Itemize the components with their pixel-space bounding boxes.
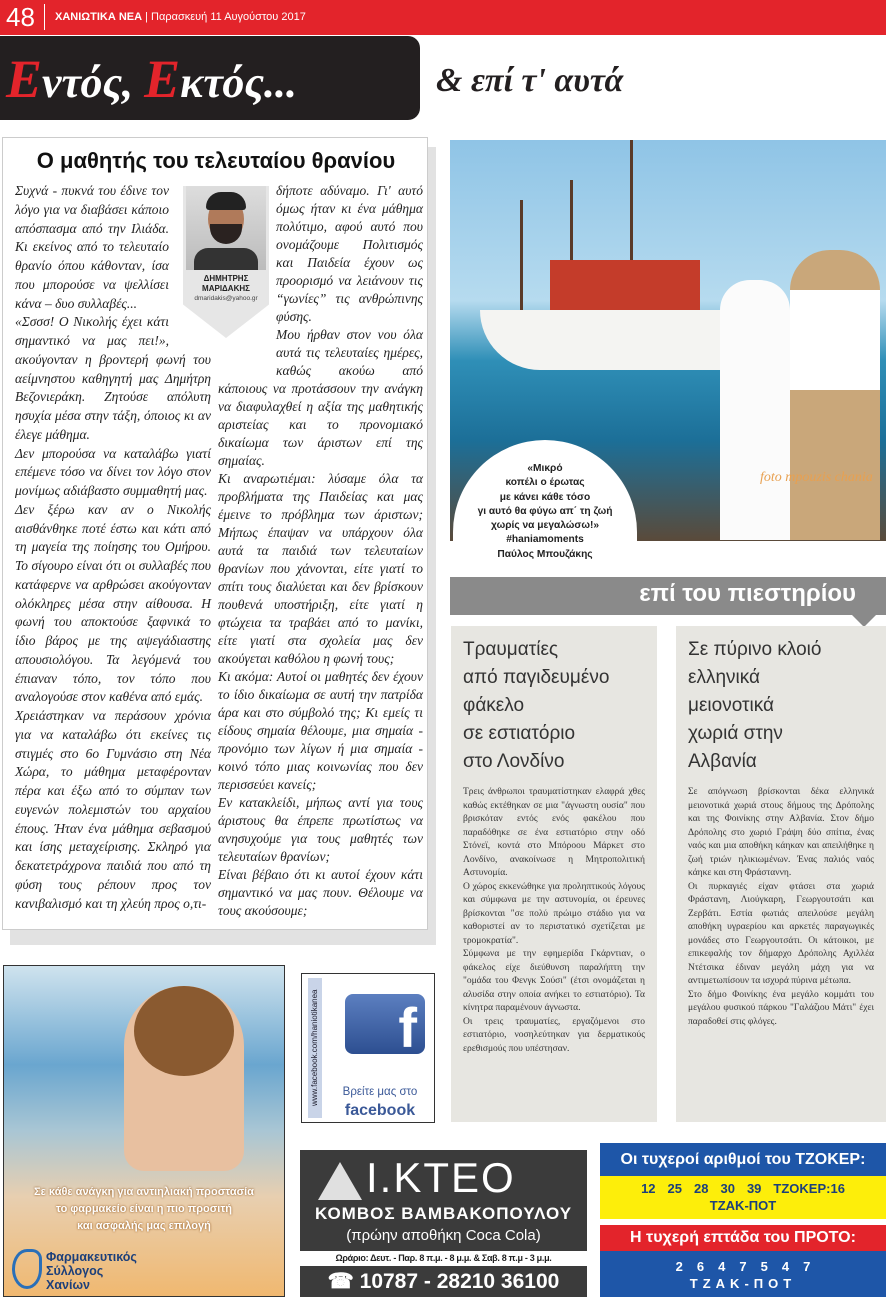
headline-line: Αλβανία [688, 751, 757, 772]
org-line: Χανίων [46, 1278, 90, 1292]
lottery-number: 4 [718, 1259, 726, 1274]
caption-line: γι αυτό θα φύγω απ΄ τη ζωή [477, 505, 613, 517]
article-paragraph: Δεν ξέρω καν αν ο Νικολής αισθάνθηκε ποτέ έστω και κάτι από τη μαγεία της ποίησης του Ομήρου. Το σίγουρο είναι ότι οι συλλαβές που κατάφερνε να αρθρώσει ακούγονταν ολόκληρες μέσα στην αίθουσα. Η φωνή του αποκτούσε ξαφνικά το ίδιο βάρος με της αψεγάδιαστης απουσιολόγου. Τα λεγόμενά του έπιαναν τόπο, τον τόπο που αναλογούσε στον καθένα από εμάς. [15, 501, 211, 705]
headline-line: μειονοτικά [688, 695, 774, 716]
lottery-number: 25 [667, 1181, 682, 1196]
paper-name: ΧΑΝΙΩΤΙΚΑ ΝΕΑ [55, 11, 143, 23]
article-paragraph: Δεν μπορούσα να καταλάβω γιατί επέμενε τόσο να δίνει τον λόγο στον μονίμως αδιάβαστο συμμαθητή μας. [15, 445, 211, 498]
lottery-number: 5 [760, 1259, 768, 1274]
tzoker-results [600, 1143, 886, 1219]
article-paragraph: «Σσσσ! Ο Νικολής έχει κάτι σημαντικό να μας πει!», ακούγονταν η βροντερή φωνή του αείμνηστου καθηγητή μας Δημήτρη Βεζονιεράκη. Ζητούσε απόλυτη ησυχία μέσα στην τάξη, όποιος κι αν έλεγε μάθημα. [15, 314, 211, 442]
section-title [6, 48, 297, 110]
headline-line: ελληνικά [688, 667, 761, 688]
news-headline [463, 636, 645, 776]
kteo-phone: ☎ 10787 - 28210 36100 [327, 1270, 560, 1293]
caption-line: Παύλος Μπουζάκης [497, 548, 593, 560]
headline-line: Σε πύρινο κλοιό [688, 639, 822, 660]
facebook-icon: f [345, 994, 425, 1054]
section-word: κτός... [180, 58, 297, 107]
page-header-bar [0, 0, 886, 35]
news-paragraph: Στο δήμο Φοινίκης ένα μεγάλο κομμάτι του μεγάλου φυσικού πάρκου "Γαλάζιου Μάτι" έχει παραδοθεί στις φλόγες. [688, 989, 874, 1027]
news-item [676, 626, 886, 1122]
press-banner-title: επί του πιεστηρίου [639, 580, 856, 607]
news-paragraph: Σύμφωνα με την εφημερίδα Γκάρντιαν, ο φάκελος είχε διεύθυνση παραλήπτη την "ομάδα του Φενγκ Σούσι" (έτσι ονομάζεται η αλυσίδα στην οποία ανήκει το εστιατόριο). Τα κίνητρα παραμένουν άγνωστα. [463, 949, 645, 1013]
kteo-hours: Ωράριο: Δευτ. - Παρ. 8 π.μ. - 8 μ.μ. & Σαβ. 8 π.μ - 3 μ.μ. [300, 1251, 587, 1266]
lottery-number: 39 [746, 1181, 762, 1196]
news-headline [688, 636, 874, 776]
org-line: Σύλλογος [46, 1264, 104, 1278]
org-line: Φαρμακευτικός [46, 1250, 137, 1264]
caption-line: «Μικρό [527, 463, 563, 474]
slogan-line: το φαρμακείο είναι η πιο προσιτή [56, 1203, 232, 1215]
facebook-url[interactable]: www.facebook.com/haniotikanea [308, 978, 322, 1118]
tzoker-jackpot: ΤΖΑΚ-ΠΟΤ [709, 1198, 777, 1213]
tzoker-body [600, 1176, 886, 1219]
news-body [463, 786, 645, 1056]
headline-line: χωριά στην [688, 723, 783, 744]
pharmacy-slogan [4, 1184, 284, 1235]
proto-numbers [600, 1258, 886, 1275]
lottery-number: 12 [641, 1181, 656, 1196]
headline-line: Τραυματίες [463, 639, 559, 660]
slogan-line: Σε κάθε ανάγκη για αντιηλιακή προστασία [34, 1186, 254, 1198]
author-email: dmaridakis@yahoo.gr [194, 295, 258, 302]
facebook-wordmark: facebook [344, 1102, 416, 1119]
article-paragraph: Κι ακόμα: Αυτοί οι μαθητές δεν έχουν το ίδιο δικαίωμα σε αυτή την πατρίδα άρα και στο σύμβολό της; Κι εμείς τι είδους σημαία θέλουμε, μια σημαία - προνόμιο των λίγων ή μια σημαία - κοινό τόπο μιας κοινωνίας που δεν περισσεύει κανείς; [218, 669, 423, 792]
proto-jackpot: ΤΖΑΚ-ΠΟΤ [689, 1276, 797, 1291]
headline-line: στο Λονδίνο [463, 751, 565, 772]
warning-triangle-icon [318, 1162, 362, 1200]
section-initial: Ε [144, 49, 181, 109]
kteo-previous-location: (πρώην αποθήκη Coca Cola) [346, 1227, 541, 1244]
proto-title: Η τυχερή επτάδα του ΠΡΟΤΟ: [600, 1225, 886, 1251]
news-paragraph: Οι τρεις τραυματίες, εργαζόμενοι στο εστιατόριο, νοσηλεύτηκαν για δερματικούς ερεθισμούς που υπέστησαν. [463, 1016, 645, 1054]
page-number: 48 [6, 2, 35, 32]
kteo-ad[interactable] [300, 1150, 587, 1297]
news-body [688, 786, 874, 1029]
caption-line: #haniamoments [506, 534, 584, 546]
article-paragraph: Κι αναρωτιέμαι: λύσαμε όλα τα προβλήματα της Παιδείας και μας έμεινε το πρόβλημα των άριστων; Μήπως έπαψαν να υπάρχουν όλα αυτά τα παιδιά των τελευταίων θρανίων που χάνονται, είτε γιατί το σπίτι τους διαλύεται και δεν βρίσκουν πουθενά υποστήριξη, είτε γιατί η φτώχεια τα τραβάει από το μανίκι, είτε γιατί στα σχολεία μας δεν ακούγεται καθόλου η φωνή τους; [218, 471, 423, 666]
paper-masthead [55, 11, 306, 23]
lottery-number: 28 [694, 1181, 709, 1196]
facebook-ad[interactable] [301, 973, 435, 1123]
pharmacy-ad[interactable] [3, 965, 285, 1297]
lottery-number: 4 [781, 1259, 790, 1274]
slogan-line: και ασφαλής μας επιλογή [77, 1220, 211, 1232]
article-paragraph: Χρειάστηκαν να περάσουν χρόνια για να καταλάβω ότι εκείνες τις στιγμές στο 6ο Γυμνάσιο στη Νέα Χώρα, το μάθημα μεταφέρονταν πέρα και έξω από το σύμπαν των ευγενών πολεμιστών του αρχαίου έπους. Ήταν ένα μάθημα σεβασμού και ίσης μεταχείρισης. Σκληρό για δεκατετράχρονα παιδιά που από τη φύση τους ρέπουν προς τον κανιβαλισμό και τη χλεύη προς ο,τι- [15, 708, 211, 911]
headline-line: από παγιδευμένο [463, 667, 610, 688]
proto-body [600, 1251, 886, 1297]
lottery-number: 6 [696, 1259, 705, 1274]
caption-line: κοπέλι ο έρωτας [505, 477, 585, 489]
photo-credit: foto mpouzis chania [760, 470, 873, 485]
author-name: ΔΗΜΗΤΡΗΣ ΜΑΡΙΔΑΚΗΣ [202, 274, 250, 293]
news-paragraph: Ο χώρος εκκενώθηκε για προληπτικούς λόγους και σύμφωνα με την αστυνομία, οι έρευνες βρίσκονται "σε πολύ πρώιμο στάδιο για να καθοριστεί αν το περιστατικό σχετίζεται με τρομοκρατία". [463, 881, 645, 946]
article-paragraph: Συχνά - πυκνά του έδινε τον λόγο για να διαβάσει κάποιο απόσπασμα από την Ιλιάδα. Κι εκείνος από το τελευταίο θρανίο όπου κάθονταν, ίσα που μπορούσε να ψελλίσει κάνα – δυο συλλαβές... [15, 183, 169, 311]
lottery-number: 7 [739, 1259, 747, 1274]
issue-date: | Παρασκευή 11 Αυγούστου 2017 [145, 11, 306, 23]
news-item [451, 626, 657, 1122]
news-paragraph: Τρεις άνθρωποι τραυματίστηκαν ελαφρά χθες καθώς εκτέθηκαν σε μια "άγνωστη ουσία" που βρισκόταν εντός ενός φακέλου που παραδόθηκε σε ένα εστιατόριο στην οδό Στόνεϊ, κοντά στο Μπόρoου Μάρκετ στο Λονδίνο, ανακοίνωσε η Μητροπολιτική Αστυνομία. [463, 787, 645, 878]
pharmacy-org [46, 1250, 137, 1292]
news-paragraph: Οι πυρκαγιές είχαν φτάσει στα χωριά Φράστανη, Λιούγκαρη, Γεωργουτσάτι και Ζερβάτι. Εστία φωτιάς απειλούσε μεγάλη αποθήκη υγραερίου και αρκετές παραγωγικές μονάδες στο Γεωργουτσάτι. Οι κάτοικοι, με επικεφαλής τον δήμαρχο Δρόπολης Αχιλλέα Ντέτσικα έδιναν μεγάλη μάχη για να αντιμετωπίσουν τα ισχυρά πύρινα μέτωπα. [688, 881, 874, 986]
tzoker-numbers [600, 1180, 886, 1197]
proto-results [600, 1225, 886, 1297]
article-column-2 [218, 182, 423, 920]
article-paragraph: Είναι βέβαιο ότι κι αυτοί έχουν κάτι σημαντικό να μας πουν. Θέλουμε να τους ακούσουμε; [218, 867, 423, 918]
article-paragraph: Μου ήρθαν στον νου όλα αυτά τις τελευταίες ημέρες, καθώς ακούω από κάποιους να προτάσσουν την ανάγκη να διαφυλαχθεί η αξία της μαθητικής αριστείας και το προνομιακό δικαίωμα των άριστων επί της σημαίας. [218, 327, 423, 468]
lottery-number: 2 [675, 1259, 683, 1274]
caption-line: χωρίς να μεγαλώσω!» [490, 520, 600, 532]
section-initial: Ε [6, 49, 43, 109]
article-column-1 [15, 182, 211, 913]
news-paragraph: Σε απόγνωση βρίσκονται δέκα ελληνικά μειονοτικά χωριά στους δήμους της Δρόπολης και της Φοινίκης στην Αλβανία. Στον δήμο Δρόπολης στο χωριό Γράψη δύο σπίτια, ένας ναός και μια αποθήκη κάηκαν και απειλήθηκε η ζωή τριών ηλικιωμένων. Ένας παλιός ναός κάηκε και στη Φράσταννη. [688, 787, 874, 878]
opinion-article [2, 137, 428, 930]
lottery-number: 7 [803, 1259, 811, 1274]
section-subtitle: & επί τ' αυτά [436, 62, 624, 99]
tzoker-title: Οι τυχεροί αριθμοί του ΤΖΟΚΕΡ: [600, 1143, 886, 1176]
headline-line: φάκελο [463, 695, 525, 716]
pharmacy-logo-icon [12, 1249, 42, 1289]
article-title: Ο μαθητής του τελευταίου θρανίου [36, 148, 396, 173]
header-divider [44, 4, 45, 30]
kteo-name: ΚΟΜΒΟΣ ΒΑΜΒΑΚΟΠΟΥΛΟΥ [314, 1204, 573, 1223]
child-image [124, 986, 244, 1171]
section-word: ντός, [42, 58, 145, 107]
facebook-find-text: Βρείτε μας στο [342, 1086, 418, 1098]
caption-line: με κάνει κάθε τόσο [499, 491, 591, 503]
lottery-number: 30 [720, 1181, 735, 1196]
article-paragraph: δήποτε αδύναμο. Γι' αυτό όμως ήταν κι ένα μάθημα πολύτιμο, αφού αυτό που ονομάζουμε Πολιτισμός και Παιδεία έχουν ως προορισμό να λειάνουν τις “γωνίες” τις ανθρώπινης φύσης. [276, 183, 423, 324]
headline-line: σε εστιατόριο [463, 723, 576, 744]
article-paragraph: Εν κατακλείδι, μήπως αντί για τους άριστους θα έπρεπε πρωτίστως να ανησυχούμε για τους μαθητές των τελευταίων θρανίων; [218, 795, 423, 864]
kteo-logo: Ι.ΚΤΕΟ [366, 1154, 516, 1201]
lottery-number: ΤΖΟΚΕΡ:16 [773, 1181, 845, 1196]
